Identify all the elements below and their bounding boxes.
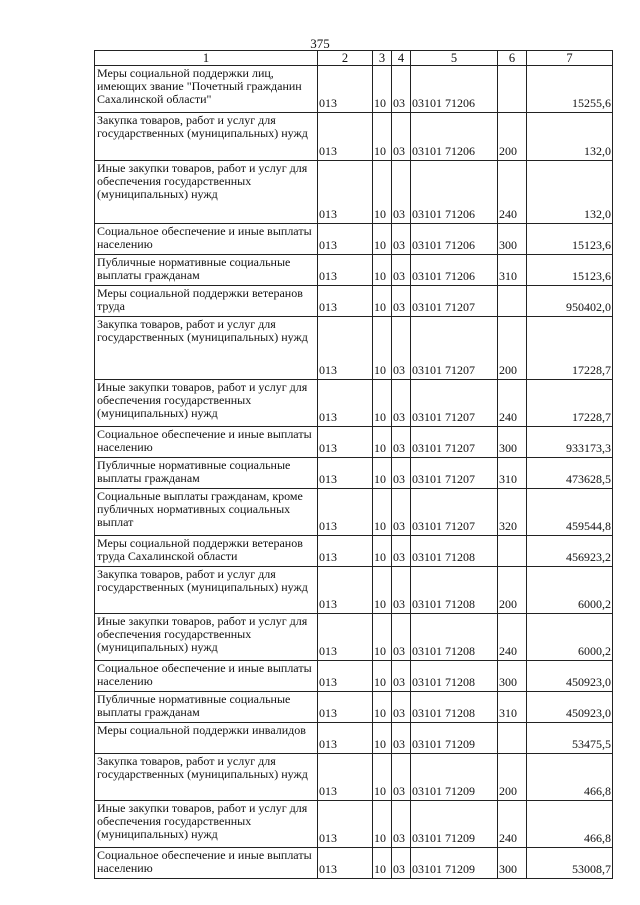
cell-name: Иные закупки товаров, работ и услуг для обеспечения государственных (муниципальных) нужд bbox=[95, 801, 318, 848]
cell-target-article: 03101 71206 bbox=[411, 161, 498, 224]
cell-glava: 013 bbox=[318, 723, 373, 754]
cell-name: Закупка товаров, работ и услуг для государственных (муниципальных) нужд bbox=[95, 567, 318, 614]
table-row bbox=[95, 255, 613, 286]
cell-razdel: 10 bbox=[373, 161, 392, 224]
cell-expense-type bbox=[498, 723, 527, 754]
cell-glava: 013 bbox=[318, 536, 373, 567]
cell-razdel: 10 bbox=[373, 536, 392, 567]
cell-razdel: 10 bbox=[373, 380, 392, 427]
cell-glava: 013 bbox=[318, 458, 373, 489]
cell-glava: 013 bbox=[318, 113, 373, 161]
cell-target-article: 03101 71206 bbox=[411, 255, 498, 286]
cell-amount: 6000,2 bbox=[527, 614, 613, 661]
table-body bbox=[95, 66, 613, 879]
cell-razdel: 10 bbox=[373, 801, 392, 848]
cell-expense-type: 300 bbox=[498, 661, 527, 692]
header-col-6: 6 bbox=[498, 51, 527, 66]
cell-podrazdel: 03 bbox=[392, 754, 411, 801]
cell-podrazdel: 03 bbox=[392, 286, 411, 317]
cell-razdel: 10 bbox=[373, 113, 392, 161]
cell-razdel: 10 bbox=[373, 66, 392, 113]
cell-podrazdel: 03 bbox=[392, 458, 411, 489]
table-row bbox=[95, 754, 613, 801]
cell-name: Социальное обеспечение и иные выплаты населению bbox=[95, 848, 318, 879]
cell-podrazdel: 03 bbox=[392, 113, 411, 161]
cell-name: Социальное обеспечение и иные выплаты населению bbox=[95, 661, 318, 692]
cell-podrazdel: 03 bbox=[392, 317, 411, 380]
cell-amount: 466,8 bbox=[527, 754, 613, 801]
cell-amount: 450923,0 bbox=[527, 692, 613, 723]
cell-amount: 17228,7 bbox=[527, 317, 613, 380]
table-row bbox=[95, 692, 613, 723]
table-row bbox=[95, 66, 613, 113]
cell-name: Меры социальной поддержки инвалидов bbox=[95, 723, 318, 754]
cell-razdel: 10 bbox=[373, 224, 392, 255]
cell-name: Публичные нормативные социальные выплаты гражданам bbox=[95, 458, 318, 489]
cell-target-article: 03101 71209 bbox=[411, 801, 498, 848]
cell-name: Закупка товаров, работ и услуг для государственных (муниципальных) нужд bbox=[95, 754, 318, 801]
table-row bbox=[95, 723, 613, 754]
cell-name: Социальное обеспечение и иные выплаты населению bbox=[95, 427, 318, 458]
cell-expense-type bbox=[498, 536, 527, 567]
table-row bbox=[95, 113, 613, 161]
cell-amount: 456923,2 bbox=[527, 536, 613, 567]
table-row bbox=[95, 801, 613, 848]
cell-glava: 013 bbox=[318, 754, 373, 801]
cell-name: Иные закупки товаров, работ и услуг для обеспечения государственных (муниципальных) нужд bbox=[95, 380, 318, 427]
cell-podrazdel: 03 bbox=[392, 66, 411, 113]
header-col-1: 1 bbox=[95, 51, 318, 66]
cell-podrazdel: 03 bbox=[392, 161, 411, 224]
cell-target-article: 03101 71209 bbox=[411, 848, 498, 879]
cell-razdel: 10 bbox=[373, 754, 392, 801]
cell-name: Иные закупки товаров, работ и услуг для обеспечения государственных (муниципальных) нужд bbox=[95, 161, 318, 224]
header-row bbox=[95, 51, 613, 66]
cell-target-article: 03101 71207 bbox=[411, 458, 498, 489]
table-row bbox=[95, 567, 613, 614]
cell-podrazdel: 03 bbox=[392, 723, 411, 754]
cell-target-article: 03101 71208 bbox=[411, 536, 498, 567]
cell-target-article: 03101 71208 bbox=[411, 614, 498, 661]
cell-amount: 132,0 bbox=[527, 113, 613, 161]
table-row bbox=[95, 161, 613, 224]
cell-expense-type: 310 bbox=[498, 458, 527, 489]
cell-name: Меры социальной поддержки лиц, имеющих звание "Почетный гражданин Сахалинской области" bbox=[95, 66, 318, 113]
table-row bbox=[95, 489, 613, 536]
budget-table bbox=[94, 50, 613, 879]
cell-razdel: 10 bbox=[373, 567, 392, 614]
cell-razdel: 10 bbox=[373, 317, 392, 380]
cell-amount: 450923,0 bbox=[527, 661, 613, 692]
cell-razdel: 10 bbox=[373, 286, 392, 317]
cell-amount: 473628,5 bbox=[527, 458, 613, 489]
cell-amount: 15255,6 bbox=[527, 66, 613, 113]
cell-razdel: 10 bbox=[373, 427, 392, 458]
cell-glava: 013 bbox=[318, 286, 373, 317]
cell-razdel: 10 bbox=[373, 692, 392, 723]
table-row bbox=[95, 224, 613, 255]
header-col-2: 2 bbox=[318, 51, 373, 66]
cell-razdel: 10 bbox=[373, 661, 392, 692]
cell-podrazdel: 03 bbox=[392, 489, 411, 536]
header-col-7: 7 bbox=[527, 51, 613, 66]
cell-expense-type: 200 bbox=[498, 567, 527, 614]
cell-podrazdel: 03 bbox=[392, 848, 411, 879]
header-col-5: 5 bbox=[411, 51, 498, 66]
table-row bbox=[95, 458, 613, 489]
cell-expense-type: 240 bbox=[498, 614, 527, 661]
cell-expense-type: 310 bbox=[498, 692, 527, 723]
cell-name: Закупка товаров, работ и услуг для государственных (муниципальных) нужд bbox=[95, 113, 318, 161]
cell-glava: 013 bbox=[318, 224, 373, 255]
cell-expense-type: 240 bbox=[498, 380, 527, 427]
cell-podrazdel: 03 bbox=[392, 380, 411, 427]
cell-amount: 53475,5 bbox=[527, 723, 613, 754]
table-row bbox=[95, 614, 613, 661]
cell-expense-type: 300 bbox=[498, 848, 527, 879]
cell-podrazdel: 03 bbox=[392, 661, 411, 692]
cell-podrazdel: 03 bbox=[392, 614, 411, 661]
cell-name: Публичные нормативные социальные выплаты гражданам bbox=[95, 692, 318, 723]
cell-glava: 013 bbox=[318, 567, 373, 614]
cell-name: Публичные нормативные социальные выплаты гражданам bbox=[95, 255, 318, 286]
cell-razdel: 10 bbox=[373, 614, 392, 661]
cell-glava: 013 bbox=[318, 66, 373, 113]
cell-amount: 53008,7 bbox=[527, 848, 613, 879]
table-row bbox=[95, 427, 613, 458]
cell-glava: 013 bbox=[318, 614, 373, 661]
cell-target-article: 03101 71207 bbox=[411, 317, 498, 380]
cell-amount: 15123,6 bbox=[527, 255, 613, 286]
cell-expense-type: 200 bbox=[498, 113, 527, 161]
cell-podrazdel: 03 bbox=[392, 801, 411, 848]
cell-expense-type: 240 bbox=[498, 801, 527, 848]
cell-glava: 013 bbox=[318, 661, 373, 692]
cell-razdel: 10 bbox=[373, 458, 392, 489]
cell-amount: 459544,8 bbox=[527, 489, 613, 536]
cell-amount: 6000,2 bbox=[527, 567, 613, 614]
table-row bbox=[95, 380, 613, 427]
cell-target-article: 03101 71207 bbox=[411, 380, 498, 427]
cell-razdel: 10 bbox=[373, 489, 392, 536]
cell-target-article: 03101 71207 bbox=[411, 286, 498, 317]
cell-amount: 950402,0 bbox=[527, 286, 613, 317]
cell-expense-type: 200 bbox=[498, 317, 527, 380]
page-number: 375 bbox=[310, 36, 330, 51]
table-row bbox=[95, 536, 613, 567]
cell-target-article: 03101 71208 bbox=[411, 567, 498, 614]
cell-target-article: 03101 71208 bbox=[411, 661, 498, 692]
table-row bbox=[95, 317, 613, 380]
cell-podrazdel: 03 bbox=[392, 255, 411, 286]
cell-glava: 013 bbox=[318, 848, 373, 879]
table-row bbox=[95, 848, 613, 879]
cell-expense-type: 300 bbox=[498, 427, 527, 458]
cell-target-article: 03101 71206 bbox=[411, 113, 498, 161]
cell-expense-type bbox=[498, 286, 527, 317]
cell-target-article: 03101 71207 bbox=[411, 489, 498, 536]
cell-expense-type: 310 bbox=[498, 255, 527, 286]
cell-expense-type: 240 bbox=[498, 161, 527, 224]
cell-glava: 013 bbox=[318, 255, 373, 286]
cell-glava: 013 bbox=[318, 380, 373, 427]
header-col-4: 4 bbox=[392, 51, 411, 66]
cell-glava: 013 bbox=[318, 161, 373, 224]
cell-expense-type bbox=[498, 66, 527, 113]
cell-target-article: 03101 71206 bbox=[411, 224, 498, 255]
cell-amount: 933173,3 bbox=[527, 427, 613, 458]
cell-amount: 132,0 bbox=[527, 161, 613, 224]
cell-glava: 013 bbox=[318, 427, 373, 458]
cell-target-article: 03101 71207 bbox=[411, 427, 498, 458]
cell-amount: 17228,7 bbox=[527, 380, 613, 427]
cell-glava: 013 bbox=[318, 489, 373, 536]
cell-target-article: 03101 71208 bbox=[411, 692, 498, 723]
cell-name: Иные закупки товаров, работ и услуг для обеспечения государственных (муниципальных) нужд bbox=[95, 614, 318, 661]
table-row bbox=[95, 661, 613, 692]
cell-glava: 013 bbox=[318, 317, 373, 380]
cell-podrazdel: 03 bbox=[392, 536, 411, 567]
cell-name: Закупка товаров, работ и услуг для государственных (муниципальных) нужд bbox=[95, 317, 318, 380]
cell-name: Социальное обеспечение и иные выплаты населению bbox=[95, 224, 318, 255]
cell-expense-type: 200 bbox=[498, 754, 527, 801]
cell-target-article: 03101 71209 bbox=[411, 754, 498, 801]
cell-name: Меры социальной поддержки ветеранов труда Сахалинской области bbox=[95, 536, 318, 567]
cell-podrazdel: 03 bbox=[392, 692, 411, 723]
cell-podrazdel: 03 bbox=[392, 427, 411, 458]
cell-expense-type: 300 bbox=[498, 224, 527, 255]
cell-expense-type: 320 bbox=[498, 489, 527, 536]
cell-podrazdel: 03 bbox=[392, 224, 411, 255]
cell-podrazdel: 03 bbox=[392, 567, 411, 614]
cell-amount: 466,8 bbox=[527, 801, 613, 848]
cell-razdel: 10 bbox=[373, 848, 392, 879]
cell-target-article: 03101 71206 bbox=[411, 66, 498, 113]
table-row bbox=[95, 286, 613, 317]
cell-razdel: 10 bbox=[373, 255, 392, 286]
header-col-3: 3 bbox=[373, 51, 392, 66]
cell-name: Социальные выплаты гражданам, кроме публичных нормативных социальных выплат bbox=[95, 489, 318, 536]
cell-target-article: 03101 71209 bbox=[411, 723, 498, 754]
cell-glava: 013 bbox=[318, 801, 373, 848]
cell-glava: 013 bbox=[318, 692, 373, 723]
cell-amount: 15123,6 bbox=[527, 224, 613, 255]
cell-razdel: 10 bbox=[373, 723, 392, 754]
cell-name: Меры социальной поддержки ветеранов труда bbox=[95, 286, 318, 317]
